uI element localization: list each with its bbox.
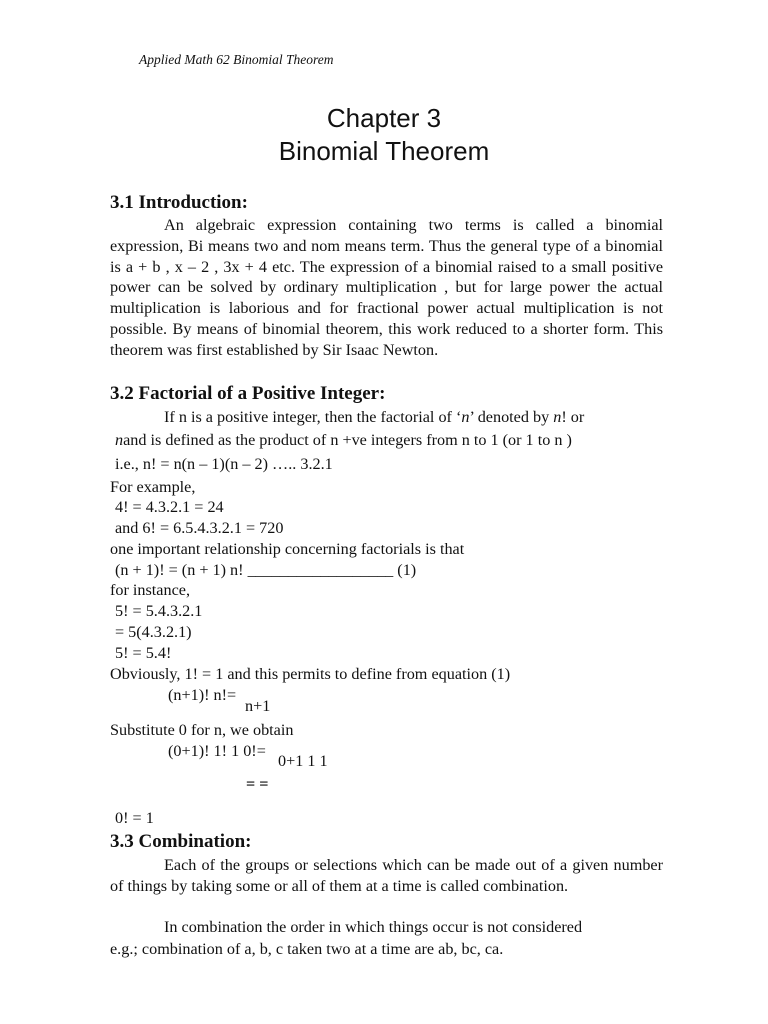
factorial-definition-line: If n is a positive integer, then the factorial of ‘n’ denoted by n! or [164, 408, 585, 426]
fraction-1-numerator: (n+1)! n!= [168, 686, 237, 704]
fraction-2-numerator: (0+1)! 1! 1 0!= [168, 742, 266, 760]
zero-factorial: 0! = 1 [115, 809, 154, 827]
instance-line-3: 5! = 5.4! [115, 644, 172, 662]
obviously-text: Obviously, 1! = 1 and this permits to define from equation (1) [110, 665, 511, 683]
equation-1: (n + 1)! = (n + 1) n! __________________ (1) [115, 561, 417, 579]
instance-line-1: 5! = 5.4.3.2.1 [115, 602, 203, 620]
chapter-number: Chapter 3 [326, 103, 442, 133]
relationship-text: one important relationship concerning factorials is that [110, 540, 465, 558]
for-example-label: For example, [110, 478, 196, 496]
running-header: Applied Math 62 Binomial Theorem [139, 52, 334, 67]
substitute-text: Substitute 0 for n, we obtain [110, 721, 294, 739]
example-6-factorial: and 6! = 6.5.4.3.2.1 = 720 [115, 519, 284, 537]
factorial-formula: i.e., n! = n(n – 1)(n – 2) ….. 3.2.1 [115, 455, 333, 473]
fraction-1-denominator: n+1 [245, 697, 271, 715]
section-heading-introduction: 3.1 Introduction: [110, 192, 248, 213]
combination-order-text: In combination the order in which things occur is not considered [164, 918, 583, 936]
example-4-factorial: 4! = 4.3.2.1 = 24 [115, 498, 224, 516]
section-heading-factorial: 3.2 Factorial of a Positive Integer: [110, 383, 386, 404]
chapter-title: Binomial Theorem [278, 136, 490, 166]
combination-paragraph: Each of the groups or selections which can be made out of a given number of things by taking some or all of them at a time is called combination. [110, 856, 663, 895]
introduction-paragraph: An algebraic expression containing two terms is called a binomial expression, Bi means two and nom means term. Thus the general type of a binomial is a + b , x – 2 , 3x + 4 etc. The expression of a binomial raised to a small positive power can be solved by ordinary multiplication , but for large power the actual multiplication is laborious and for fractional power actual multiplication is not possible. By means of binomial theorem, this work reduced to a shorter form. This theorem was first established by Sir Isaac Newton. [110, 216, 663, 359]
section-heading-combination: 3.3 Combination: [110, 831, 252, 852]
instance-line-2: = 5(4.3.2.1) [115, 623, 192, 641]
combination-example: e.g.; combination of a, b, c taken two at a time are ab, bc, ca. [110, 940, 504, 958]
fraction-2-denominator: 0+1 1 1 [278, 752, 328, 770]
factorial-definition-line-2: nand is defined as the product of n +ve integers from n to 1 (or 1 to n ) [115, 431, 572, 449]
equals-signs: = = [246, 775, 269, 793]
for-instance-label: for instance, [110, 581, 191, 599]
